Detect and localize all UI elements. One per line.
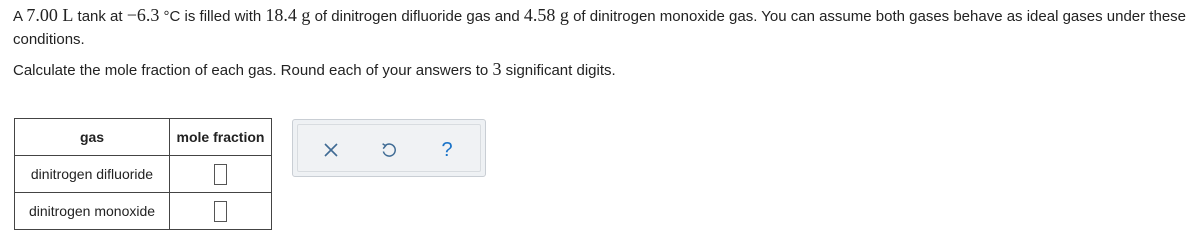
header-mole-fraction: mole fraction xyxy=(170,119,272,156)
gas-name: dinitrogen difluoride xyxy=(15,156,170,193)
header-gas: gas xyxy=(15,119,170,156)
header-row xyxy=(15,119,272,156)
tank-volume: 7.00 L xyxy=(26,5,74,25)
answer-table xyxy=(14,118,272,230)
undo-button[interactable] xyxy=(375,136,403,164)
gas-name: dinitrogen monoxide xyxy=(15,193,170,230)
help-icon: ? xyxy=(441,138,453,161)
sig-digits: 3 xyxy=(492,59,502,79)
close-icon xyxy=(323,142,339,158)
temperature-value: −6.3 xyxy=(126,5,160,25)
undo-icon xyxy=(380,141,398,159)
mass-difluoride: 18.4 g xyxy=(265,5,311,25)
mole-fraction-cell xyxy=(170,193,272,230)
mass-monoxide: 4.58 g xyxy=(523,5,569,25)
clear-button[interactable] xyxy=(317,136,345,164)
problem-statement: A 7.00 L tank at −6.3 °C is filled with 18.4 g of dinitrogen difluoride gas and 4.58 g of dinitrogen monoxide gas. You can assume both gases behave as ideal gases under these conditions. xyxy=(13,5,1187,48)
table-row xyxy=(15,156,272,193)
table-row xyxy=(15,193,272,230)
mole-fraction-input-monoxide[interactable] xyxy=(214,201,227,222)
help-button[interactable] xyxy=(433,136,461,164)
mole-fraction-cell xyxy=(170,156,272,193)
instruction: Calculate the mole fraction of each gas. Round each of your answers to 3 significant digits. xyxy=(13,59,616,79)
answer-toolbar xyxy=(292,119,486,177)
mole-fraction-input-difluoride[interactable] xyxy=(214,164,227,185)
